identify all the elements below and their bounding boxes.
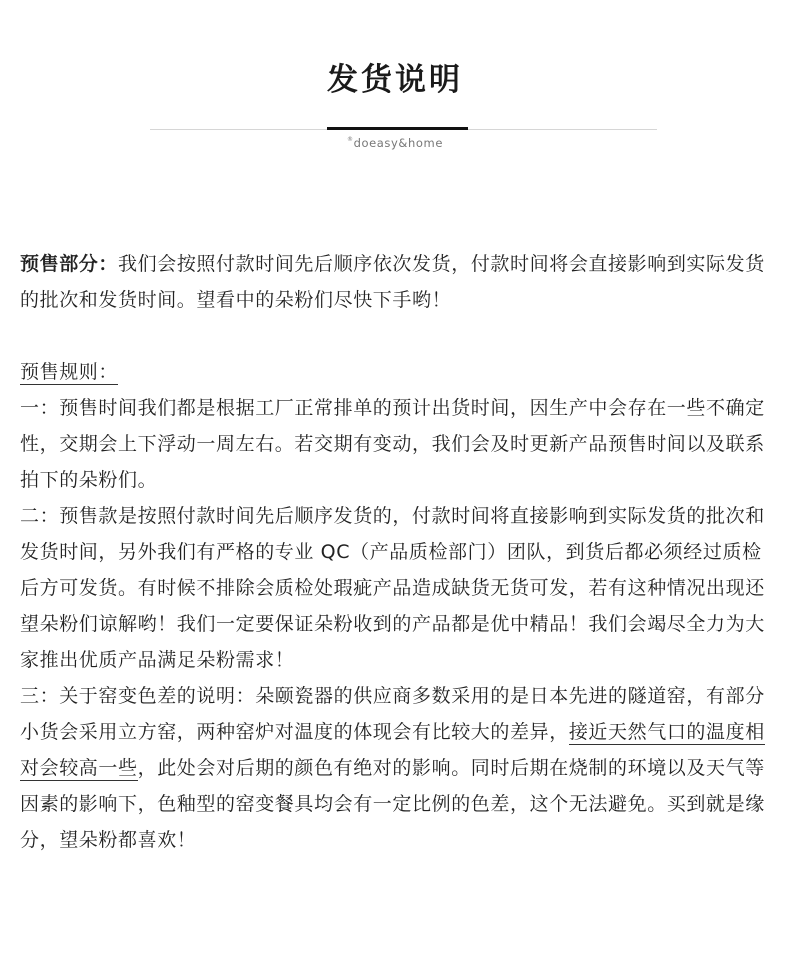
rule-three-underlined: 接近天然气口的温度相对会较高一些 <box>20 721 765 779</box>
brand-caption <box>0 136 790 150</box>
page-title: 发货说明 <box>327 62 463 98</box>
brand-name: doeasy&home <box>353 136 444 150</box>
presale-text: 我们会按照付款时间先后顺序依次发货，付款时间将会直接影响到实际发货的批次和发货时间。望看中的朵粉们尽快下手哟！ <box>20 253 765 311</box>
shipping-notes <box>20 246 772 858</box>
rule-two: 二：预售款是按照付款时间先后顺序发货的，付款时间将直接影响到实际发货的批次和发货时间，另外我们有严格的专业 QC（产品质检部门）团队，到货后都必须经过质检后方可发货。有时候不排除会质检处瑕疵产品造成缺货无货可发，若有这种情况出现还望朵粉们谅解哟！我们一定要保证朵粉收到的产品都是优中精品！我们会竭尽全力为大家推出优质产品满足朵粉需求！ <box>20 505 765 671</box>
paragraph-gap <box>20 318 772 354</box>
presale-lead: 预售部分： <box>20 253 119 275</box>
rule-three-part-a: 三：关于窑变色差的说明：朵颐瓷器的供应商多数采用的是日本先进的隧道窑，有部分小货会采用立方窑，两种窑炉对温度的体现会有比较大的差异， <box>20 685 765 743</box>
rule-three <box>20 678 772 858</box>
registered-mark: ® <box>346 136 354 143</box>
rules-heading-line <box>20 354 772 390</box>
rules-heading: 预售规则： <box>20 361 119 383</box>
rule-three-part-b: ，此处会对后期的颜色有绝对的影响。同时后期在烧制的环境以及天气等因素的影响下，色釉型的窑变餐具均会有一定比例的色差，这个无法避免。买到就是缘分，望朵粉都喜欢！ <box>20 757 765 851</box>
rule-one: 一：预售时间我们都是根据工厂正常排单的预计出货时间，因生产中会存在一些不确定性，交期会上下浮动一周左右。若交期有变动，我们会及时更新产品预售时间以及联系拍下的朵粉们。 <box>20 397 765 491</box>
title-divider-accent <box>327 127 468 130</box>
presale-paragraph <box>20 246 772 318</box>
